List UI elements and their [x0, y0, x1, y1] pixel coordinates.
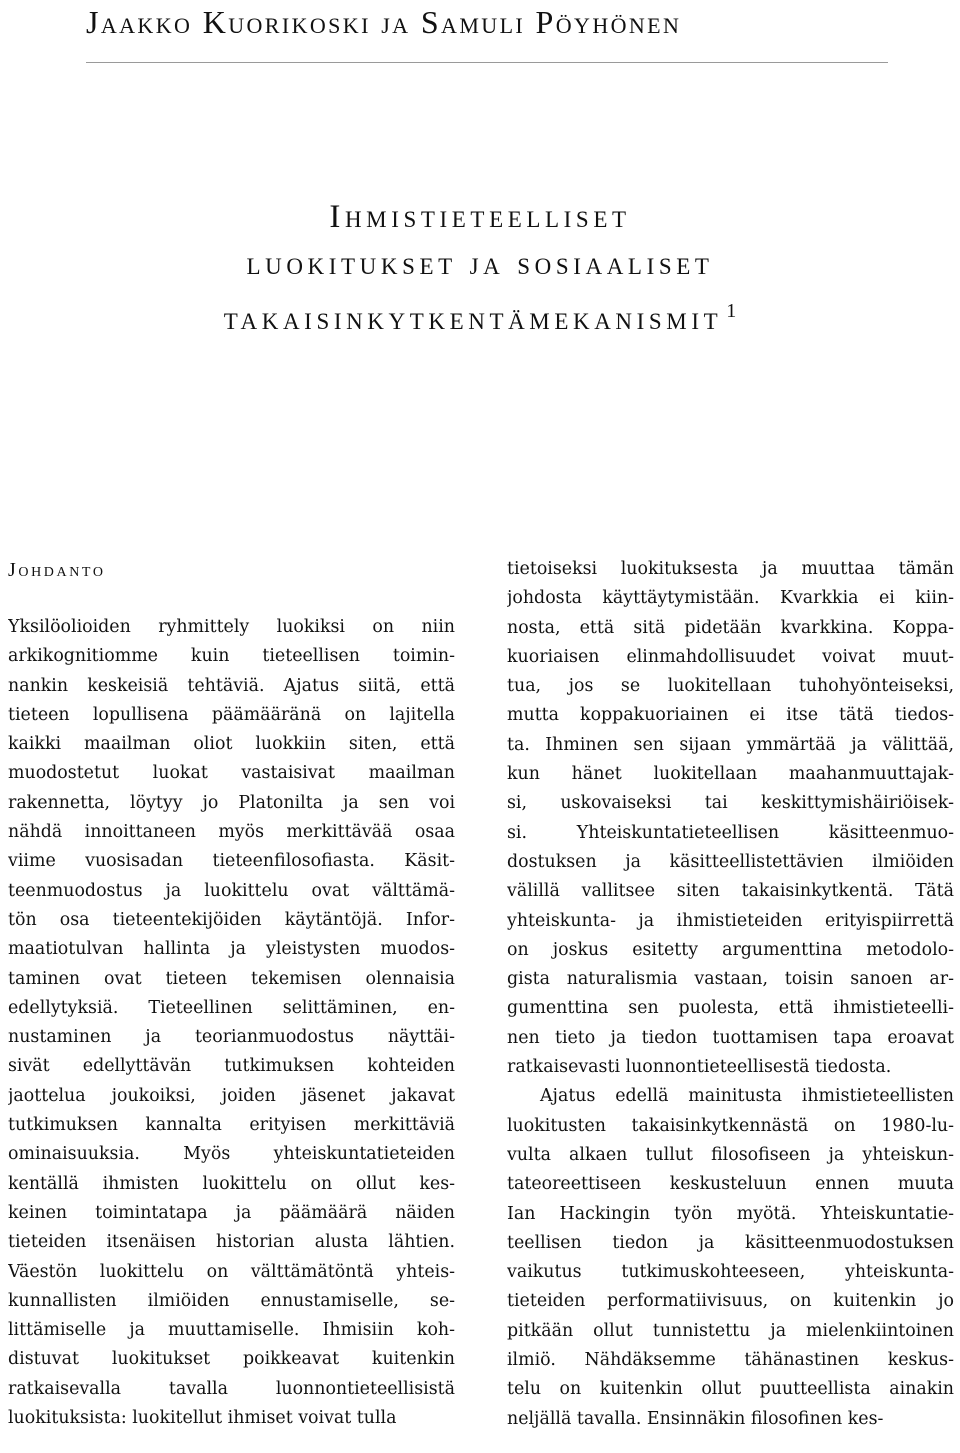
text-line: johdosta käyttäytymistään. Kvarkkia ei kiin- [507, 588, 954, 609]
article-title-line: luokitukset ja sosiaaliset [246, 246, 714, 282]
text-line: Väestön luokittelu on välttämätöntä yhteis- [8, 1261, 455, 1282]
left-text-column [8, 613, 455, 1433]
text-line: muodostetut luokat vastaisivat maailman [8, 763, 455, 784]
text-line: nosta, että sitä pidetään kvarkkina. Koppa- [507, 617, 954, 638]
text-line: luokitusten takaisinkytkennästä on 1980-lu- [507, 1115, 954, 1136]
text-line: tutkimuksen kannalta erityisen merkittäviä [8, 1115, 455, 1136]
right-text-column [507, 555, 954, 1434]
text-line: taminen ovat tieteen tekemisen olennaisia [8, 968, 455, 989]
text-line: ominaisuuksia. Myös yhteiskuntatieteiden [8, 1144, 455, 1165]
article-title [0, 194, 960, 343]
text-line: tieteiden itsenäisen historian alusta lähtien. [8, 1232, 455, 1253]
text-line: yhteiskunta- ja ihmistieteiden erityispiirrettä [507, 910, 954, 931]
section-heading: Johdanto [8, 559, 106, 581]
text-line: teenmuodostus ja luokittelu ovat välttämä- [8, 880, 455, 901]
text-line: gumenttina sen puolesta, että ihmistieteelli- [507, 998, 954, 1019]
text-line: si, uskovaiseksi tai keskittymishäiriöisek- [507, 793, 954, 814]
text-line: ilmiö. Nähdäksemme tähänastinen keskus- [507, 1350, 954, 1371]
text-line: tieteen lopullisena päämääränä on lajitella [8, 704, 455, 725]
text-line: viime vuosisadan tieteenfilosofiasta. Käsit- [8, 851, 455, 872]
text-line: sivät edellyttävän tutkimuksen kohteiden [8, 1056, 455, 1077]
text-line: ta. Ihminen sen sijaan ymmärtää ja välittää, [507, 734, 954, 755]
text-line: kentällä ihmisten luokittelu on ollut kes- [8, 1173, 455, 1194]
text-line: nankin keskeisiä tehtäviä. Ajatus siitä, että [8, 675, 455, 696]
text-line: gista naturalismia vastaan, toisin sanoen ar- [507, 969, 954, 990]
text-line: dostuksen ja käsitteellistettävien ilmiöiden [507, 851, 954, 872]
header-rule [86, 62, 888, 63]
text-line: mutta koppakuoriainen ei itse tätä tiedos- [507, 705, 954, 726]
text-line: kunnallisten ilmiöiden ennustamiselle, se- [8, 1290, 455, 1311]
text-line: keinen toimintatapa ja päämäärä näiden [8, 1202, 455, 1223]
text-line: littämiselle ja muuttamiselle. Ihmisiin koh- [8, 1320, 455, 1341]
article-title-line [0, 288, 960, 343]
article-title-line-text: takaisinkytkentämekanismit [223, 301, 723, 337]
text-line: ratkaisevalla tavalla luonnontieteellisistä [8, 1378, 455, 1399]
text-line: tua, jos se luokitellaan tuhohyönteiseksi, [507, 676, 954, 697]
text-line: vaikutus tutkimuskohteeseen, yhteiskunta- [507, 1262, 954, 1283]
text-line: luokituksista: luokitellut ihmiset voivat tulla [8, 1408, 397, 1429]
text-line: nen tieto ja tiedon tuottamisen tapa eroavat [507, 1027, 954, 1048]
text-line: neljällä tavalla. Ensinnäkin filosofinen kes- [507, 1408, 884, 1429]
text-line: nähdä innoittaneen myös merkittävää osaa [8, 822, 455, 843]
text-line: si. Yhteiskuntatieteellisen käsitteenmuo- [507, 822, 954, 843]
text-line: kun hänet luokitellaan maahanmuuttajak- [507, 764, 954, 785]
text-line: nustaminen ja teorianmuodostus näyttäi- [8, 1027, 455, 1048]
text-line: jaottelua joukoiksi, joiden jäsenet jakavat [8, 1085, 455, 1106]
text-line: kuoriaisen elinmahdollisuudet voivat muut- [507, 646, 954, 667]
text-line: tön osa tieteentekijöiden käytäntöjä. Infor- [8, 909, 455, 930]
text-line: välillä vallitsee siten takaisinkytkentä. Tätä [507, 881, 954, 902]
text-line: Ian Hackingin työn myötä. Yhteiskuntatie- [507, 1203, 954, 1224]
article-title-line: Ihmistieteelliset [329, 199, 631, 235]
text-line: Ajatus edellä mainitusta ihmistieteellisten [540, 1086, 954, 1107]
footnote-marker: 1 [726, 300, 737, 322]
text-line: teellisen tiedon ja käsitteenmuodostuksen [507, 1232, 954, 1253]
text-line: maatiotulvan hallinta ja yleistysten muodos- [8, 939, 455, 960]
text-line: pitkään ollut tunnistettu ja mielenkiintoinen [507, 1320, 954, 1341]
text-line: Yksilöolioiden ryhmittely luokiksi on niin [8, 617, 455, 637]
running-header-authors: Jaakko Kuorikoski ja Samuli Pöyhönen [86, 4, 682, 40]
text-line: arkikognitiomme kuin tieteellisen toimin- [8, 646, 455, 667]
text-line: telu on kuitenkin ollut puutteellista ainakin [507, 1379, 954, 1400]
text-line: distuvat luokitukset poikkeavat kuitenkin [8, 1349, 455, 1370]
text-line: ratkaisevasti luonnontieteellisestä tiedosta. [507, 1057, 892, 1078]
text-line: on joskus esitetty argumenttina metodolo- [507, 939, 954, 960]
text-line: rakennetta, löytyy jo Platonilta ja sen voi [8, 792, 455, 813]
text-line: tietoiseksi luokituksesta ja muuttaa tämän [507, 559, 954, 579]
text-line: edellytyksiä. Tieteellinen selittäminen, en- [8, 997, 455, 1018]
text-line: tieteiden performatiivisuus, on kuitenkin jo [507, 1291, 954, 1312]
text-line: tateoreettiseen keskusteluun ennen muuta [507, 1174, 954, 1195]
text-line: kaikki maailman oliot luokkiin siten, että [8, 734, 455, 755]
text-line: vulta alkaen tullut filosofiseen ja yhteiskun- [507, 1144, 954, 1165]
